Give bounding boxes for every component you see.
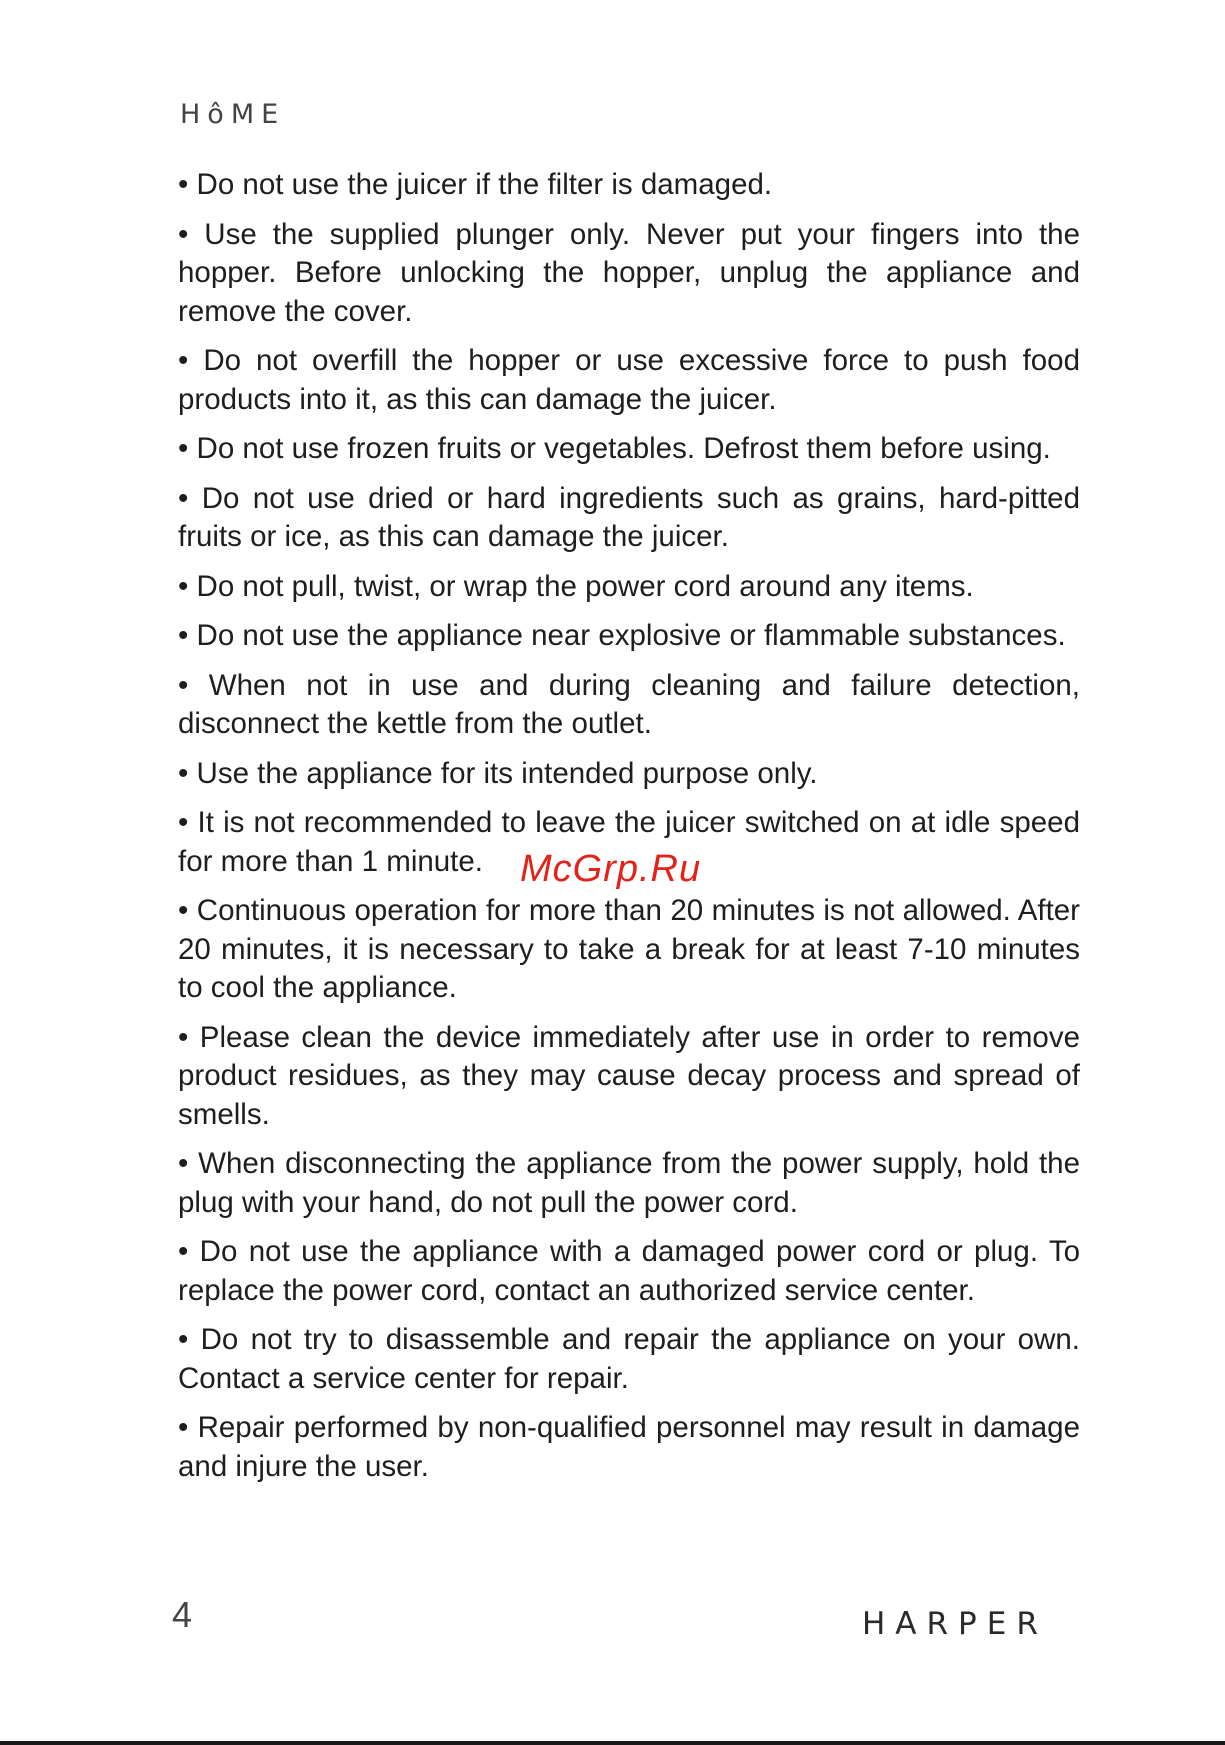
list-item: • Do not overfill the hopper or use excessive force to push food products into it, as this can damage the juicer.	[178, 344, 1080, 416]
list-item: • Continuous operation for more than 20 minutes is not allowed. After 20 minutes, it is necessary to take a break for at least 7-10 minutes to cool the appliance.	[178, 894, 1080, 1004]
list-item: • When not in use and during cleaning and failure detection, disconnect the kettle from the outlet.	[178, 668, 1080, 740]
home-logo: HôME	[180, 99, 286, 130]
list-item: • Repair performed by non-qualified personnel may result in damage and injure the user.	[178, 1411, 1080, 1483]
list-item: • Please clean the device immediately after use in order to remove product residues, as they may cause decay process and spread of smells.	[178, 1020, 1080, 1131]
list-item: • When disconnecting the appliance from the power supply, hold the plug with your hand, do not pull the power cord.	[178, 1147, 1080, 1219]
safety-instructions-list	[178, 166, 1080, 1497]
list-item: • Do not use the appliance near explosive or flammable substances.	[178, 619, 1066, 652]
bottom-border	[0, 1741, 1225, 1745]
list-item: • Use the supplied plunger only. Never put your fingers into the hopper. Before unlocking the hopper, unplug the appliance and remove the cover.	[178, 217, 1080, 328]
brand-logo: HARPER	[862, 1606, 1048, 1642]
watermark: McGrp.Ru	[520, 848, 702, 890]
page-number: 4	[172, 1594, 193, 1635]
list-item: • Do not use frozen fruits or vegetables. Defrost them before using.	[178, 432, 1051, 465]
list-item: • Use the appliance for its intended purpose only.	[178, 756, 818, 790]
list-item: • It is not recommended to leave the juicer switched on at idle speed for more than 1 minute.	[178, 806, 1080, 878]
list-item: • Do not use the juicer if the filter is damaged.	[178, 168, 773, 201]
list-item: • Do not try to disassemble and repair the appliance on your own. Contact a service center for repair.	[178, 1323, 1080, 1395]
list-item: • Do not use the appliance with a damaged power cord or plug. To replace the power cord, contact an authorized service center.	[178, 1235, 1080, 1307]
list-item: • Do not use dried or hard ingredients such as grains, hard-pitted fruits or ice, as this can damage the juicer.	[178, 481, 1080, 553]
list-item: • Do not pull, twist, or wrap the power cord around any items.	[178, 569, 974, 603]
